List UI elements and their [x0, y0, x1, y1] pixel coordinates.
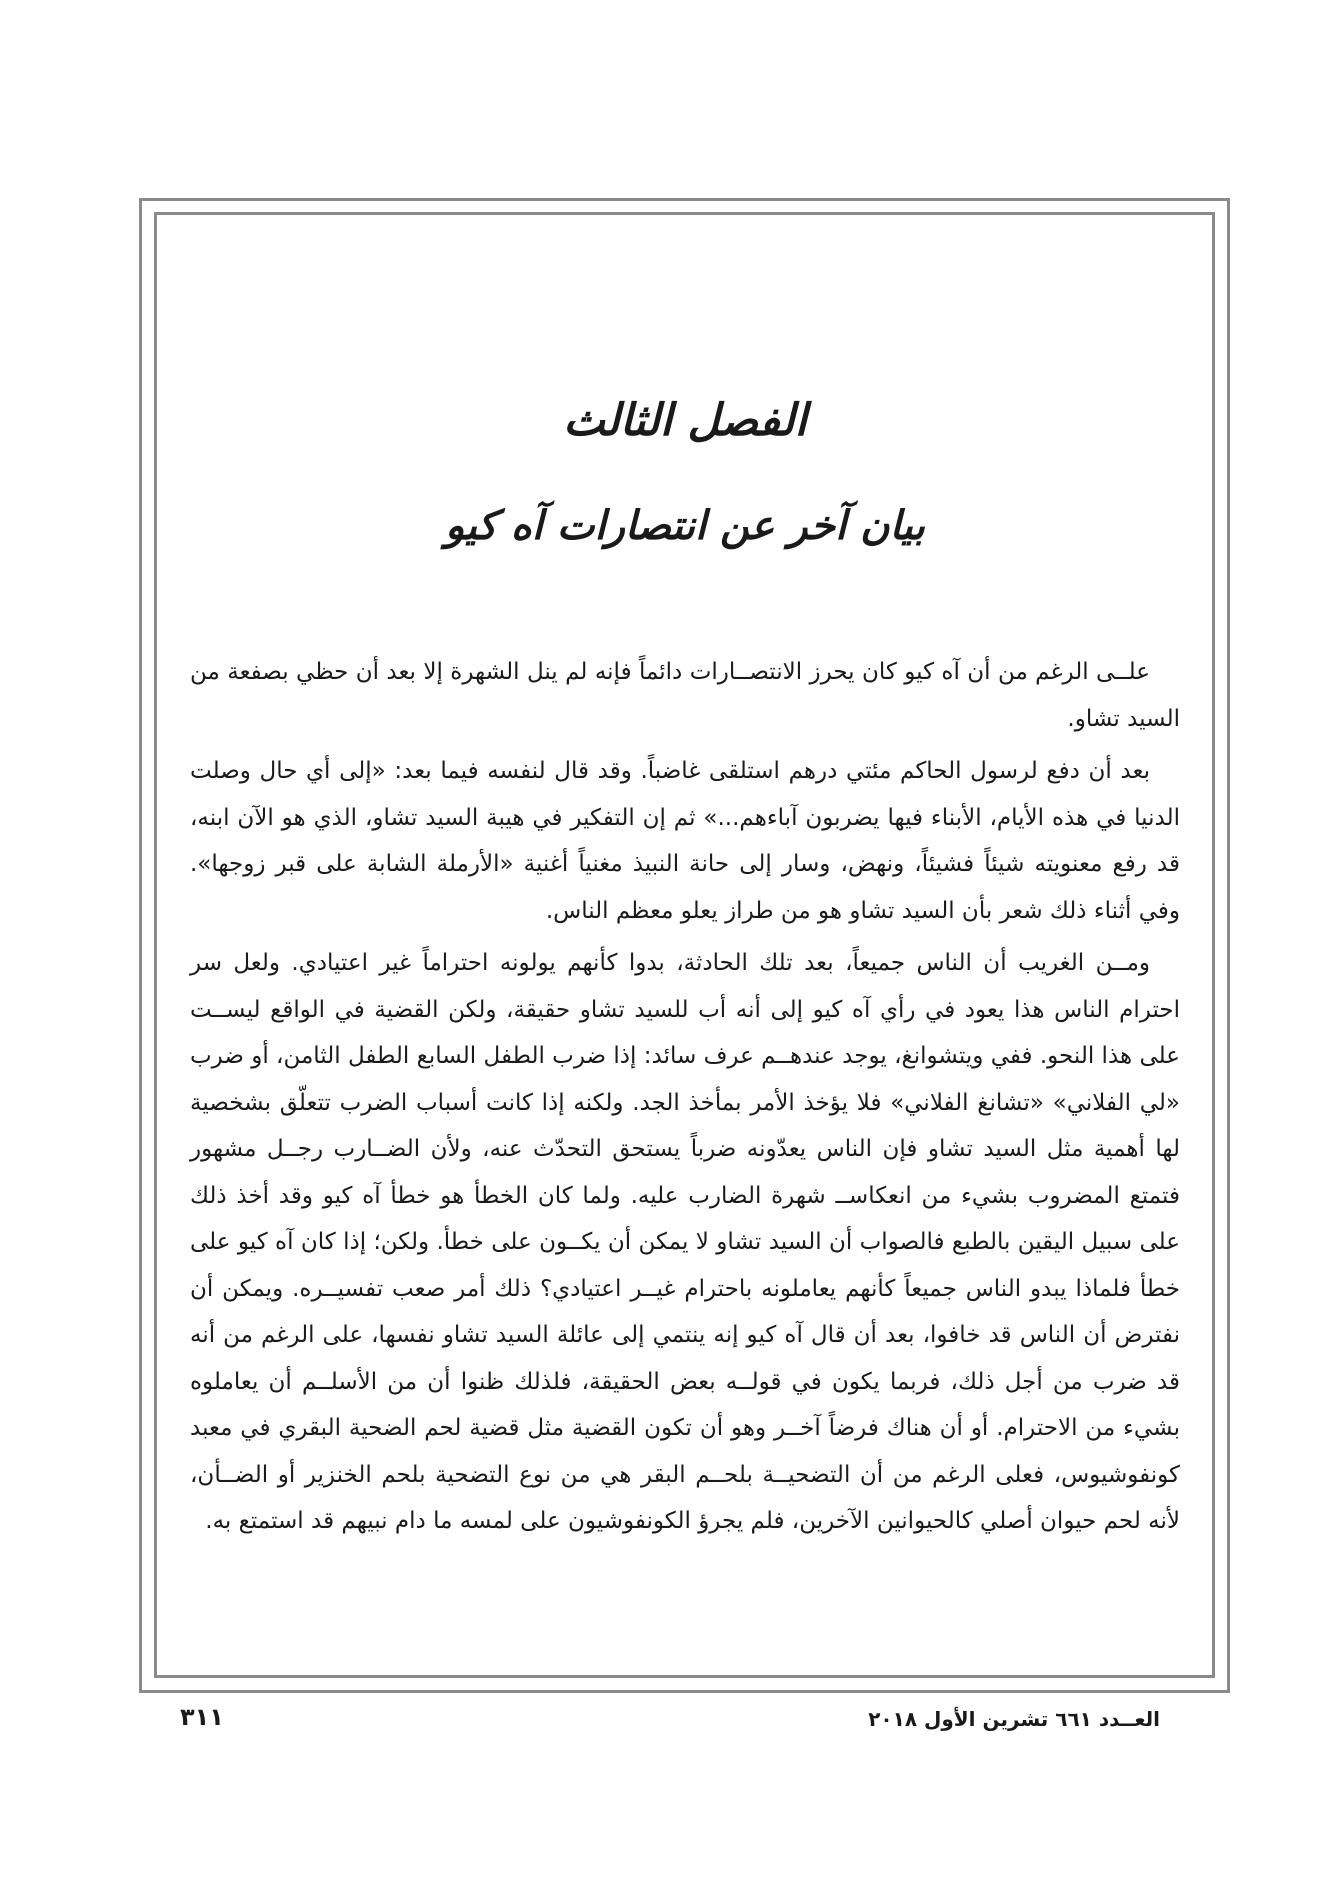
paragraph: ومــن الغريب أن الناس جميعاً، بعد تلك الحادثة، بدوا كأنهم يولونه احتراماً غير اعتيادي. ولعل سر احترام الناس هذا يعود في رأي آه كيو إلى أنه أب للسيد تشاو حقيقة، ولكن القضية في الواقع ليســت على هذا النحو. ففي ويتشوانغ، يوجد عندهــم عرف سائد: إذا ضرب الطفل السابع الطفل الثامن، أو ضرب «لي الفلاني» «تشانغ الفلاني» فلا يؤخذ الأمر بمأخذ الجد. ولكنه إذا كانت أسباب الضرب تتعلّق بشخصية لها أهمية مثل السيد تشاو فإن الناس يعدّونه ضرباً يستحق التحدّث عنه، ولأن الضــارب رجــل مشهور فتمتع المضروب بشيء من انعكاســ شهرة الضارب عليه. ولما كان الخطأ هو خطأ آه كيو وقد أخذ ذلك على سبيل اليقين بالطبع فالصواب أن السيد تشاو لا يمكن أن يكــون على خطأ. ولكن؛ إذا كان آه كيو على خطأ فلماذا يبدو الناس جميعاً كأنهم يعاملونه باحترام غيــر اعتيادي؟ ذلك أمر صعب تفسيــره. ويمكن أن نفترض أن الناس قد خافوا، بعد أن قال آه كيو إنه ينتمي إلى عائلة السيد تشاو نفسها، على الرغم من أنه قد ضرب من أجل ذلك، فربما يكون في قولــه بعض الحقيقة، فلذلك ظنوا أن من الأسلــم أن يعاملوه بشيء من الاحترام. أو أن هناك فرضاً آخــر وهو أن تكون القضية مثل قضية لحم الضحية البقري في معبد كونفوشيوس، فعلى الرغم من أن التضحيــة بلحــم البقر هي من نوع التضحية بلحم الخنزير أو الضــأن، لأنه لحم حيوان أصلي كالحيوانين الآخرين، فلم يجرؤ الكونفوشيون على لمسه ما دام نبيهم قد استمتع به. [190, 950, 1180, 1534]
page-footer [180, 1703, 1160, 1743]
issue-info: العــدد ٦٦١ تشرين الأول ٢٠١٨ [868, 1707, 1160, 1731]
chapter-title: الفصل الثالث [563, 395, 807, 446]
paragraph: علــى الرغم من أن آه كيو كان يحرز الانتصــارات دائماً فإنه لم ينل الشهرة إلا بعد أن حظي بصفعة من السيد تشاو. [190, 659, 1180, 732]
paragraph: بعد أن دفع لرسول الحاكم مئتي درهم استلقى غاضباً. وقد قال لنفسه فيما بعد: «إلى أي حال وصلت الدنيا في هذه الأيام، الأبناء فيها يضربون آباءهم...» ثم إن التفكير في هيبة السيد تشاو، الذي هو الآن ابنه، قد رفع معنويته شيئاً فشيئاً، ونهض، وسار إلى حانة النبيذ مغنياً أغنية «الأرملة الشابة على قبر زوجها». وفي أثناء ذلك شعر بأن السيد تشاو هو من طراز يعلو معظم الناس. [190, 758, 1180, 924]
chapter-subtitle: بيان آخر عن انتصارات آه كيو [445, 502, 925, 549]
article-body [190, 395, 1180, 1551]
page-number: ٣١١ [180, 1703, 224, 1731]
